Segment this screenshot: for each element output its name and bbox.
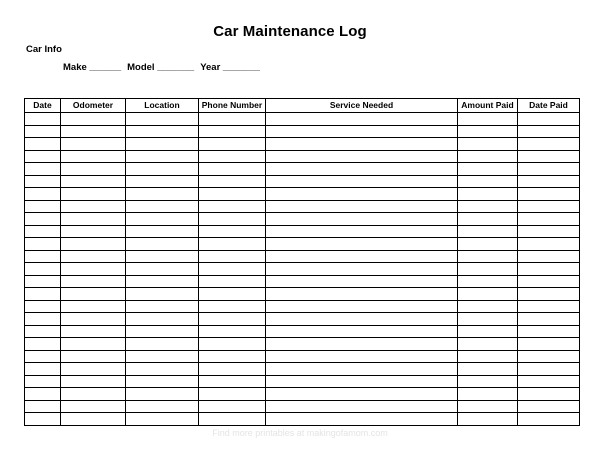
table-cell-phone-number[interactable] [199, 250, 266, 263]
table-row [25, 150, 580, 163]
table-cell-amount-paid[interactable] [458, 213, 518, 226]
table-cell-date[interactable] [25, 363, 61, 376]
table-cell-service-needed[interactable] [266, 238, 458, 251]
table-cell-date[interactable] [25, 238, 61, 251]
table-cell-amount-paid[interactable] [458, 325, 518, 338]
table-cell-amount-paid[interactable] [458, 275, 518, 288]
table-cell-phone-number[interactable] [199, 175, 266, 188]
table-cell-service-needed[interactable] [266, 363, 458, 376]
table-cell-service-needed[interactable] [266, 338, 458, 351]
table-cell-phone-number[interactable] [199, 150, 266, 163]
table-cell-date[interactable] [25, 375, 61, 388]
table-cell-service-needed[interactable] [266, 300, 458, 313]
table-cell-amount-paid[interactable] [458, 238, 518, 251]
table-cell-location[interactable] [126, 113, 199, 126]
table-cell-date[interactable] [25, 350, 61, 363]
table-cell-service-needed[interactable] [266, 313, 458, 326]
table-cell-phone-number[interactable] [199, 325, 266, 338]
table-cell-date-paid[interactable] [518, 163, 580, 176]
table-cell-odometer[interactable] [61, 175, 126, 188]
table-cell-odometer[interactable] [61, 313, 126, 326]
car-info-heading: Car Info [26, 44, 62, 55]
table-cell-phone-number[interactable] [199, 275, 266, 288]
table-cell-date[interactable] [25, 300, 61, 313]
table-row [25, 413, 580, 426]
table-cell-odometer[interactable] [61, 413, 126, 426]
table-cell-date-paid[interactable] [518, 263, 580, 276]
table-cell-location[interactable] [126, 138, 199, 151]
column-header-amount-paid: Amount Paid [458, 99, 518, 113]
table-cell-service-needed[interactable] [266, 188, 458, 201]
table-cell-phone-number[interactable] [199, 313, 266, 326]
table-cell-location[interactable] [126, 263, 199, 276]
table-cell-phone-number[interactable] [199, 400, 266, 413]
table-cell-odometer[interactable] [61, 213, 126, 226]
table-cell-date[interactable] [25, 225, 61, 238]
table-cell-date[interactable] [25, 175, 61, 188]
table-cell-odometer[interactable] [61, 288, 126, 301]
model-field: Model _______ [127, 62, 195, 73]
table-cell-date[interactable] [25, 275, 61, 288]
table-cell-service-needed[interactable] [266, 225, 458, 238]
table-cell-odometer[interactable] [61, 163, 126, 176]
table-cell-amount-paid[interactable] [458, 175, 518, 188]
table-cell-date-paid[interactable] [518, 188, 580, 201]
column-header-location: Location [126, 99, 199, 113]
table-row [25, 400, 580, 413]
table-cell-location[interactable] [126, 213, 199, 226]
table-cell-amount-paid[interactable] [458, 388, 518, 401]
column-header-service-needed: Service Needed [266, 99, 458, 113]
table-cell-date-paid[interactable] [518, 313, 580, 326]
table-cell-date-paid[interactable] [518, 413, 580, 426]
table-cell-date-paid[interactable] [518, 300, 580, 313]
table-cell-phone-number[interactable] [199, 225, 266, 238]
table-cell-phone-number[interactable] [199, 163, 266, 176]
table-cell-date-paid[interactable] [518, 150, 580, 163]
table-cell-date-paid[interactable] [518, 200, 580, 213]
table-cell-date[interactable] [25, 125, 61, 138]
table-cell-phone-number[interactable] [199, 300, 266, 313]
table-cell-service-needed[interactable] [266, 413, 458, 426]
table-cell-odometer[interactable] [61, 200, 126, 213]
table-cell-location[interactable] [126, 275, 199, 288]
table-cell-date[interactable] [25, 263, 61, 276]
table-cell-phone-number[interactable] [199, 388, 266, 401]
column-header-date-paid: Date Paid [518, 99, 580, 113]
table-cell-service-needed[interactable] [266, 213, 458, 226]
table-cell-location[interactable] [126, 163, 199, 176]
table-cell-date-paid[interactable] [518, 238, 580, 251]
table-cell-odometer[interactable] [61, 325, 126, 338]
table-cell-phone-number[interactable] [199, 338, 266, 351]
table-cell-service-needed[interactable] [266, 325, 458, 338]
table-cell-date[interactable] [25, 188, 61, 201]
table-cell-amount-paid[interactable] [458, 163, 518, 176]
table-cell-service-needed[interactable] [266, 138, 458, 151]
page-title: Car Maintenance Log [213, 23, 367, 40]
table-cell-odometer[interactable] [61, 250, 126, 263]
table-cell-location[interactable] [126, 300, 199, 313]
table-cell-location[interactable] [126, 338, 199, 351]
table-cell-odometer[interactable] [61, 263, 126, 276]
table-cell-service-needed[interactable] [266, 263, 458, 276]
table-cell-date-paid[interactable] [518, 125, 580, 138]
table-row [25, 138, 580, 151]
table-cell-location[interactable] [126, 200, 199, 213]
table-cell-location[interactable] [126, 325, 199, 338]
table-cell-service-needed[interactable] [266, 163, 458, 176]
table-cell-service-needed[interactable] [266, 288, 458, 301]
table-cell-amount-paid[interactable] [458, 125, 518, 138]
table-cell-date[interactable] [25, 288, 61, 301]
table-cell-phone-number[interactable] [199, 238, 266, 251]
table-cell-location[interactable] [126, 375, 199, 388]
table-cell-amount-paid[interactable] [458, 313, 518, 326]
table-cell-service-needed[interactable] [266, 150, 458, 163]
table-cell-amount-paid[interactable] [458, 200, 518, 213]
table-cell-service-needed[interactable] [266, 250, 458, 263]
table-cell-odometer[interactable] [61, 300, 126, 313]
table-cell-date[interactable] [25, 413, 61, 426]
table-cell-phone-number[interactable] [199, 375, 266, 388]
table-cell-amount-paid[interactable] [458, 250, 518, 263]
table-cell-location[interactable] [126, 150, 199, 163]
table-cell-phone-number[interactable] [199, 188, 266, 201]
table-cell-phone-number[interactable] [199, 263, 266, 276]
table-row [25, 350, 580, 363]
table-cell-date[interactable] [25, 200, 61, 213]
table-cell-location[interactable] [126, 313, 199, 326]
table-cell-service-needed[interactable] [266, 125, 458, 138]
table-cell-phone-number[interactable] [199, 125, 266, 138]
table-cell-service-needed[interactable] [266, 275, 458, 288]
table-cell-date[interactable] [25, 138, 61, 151]
table-row [25, 125, 580, 138]
table-cell-date-paid[interactable] [518, 138, 580, 151]
table-cell-location[interactable] [126, 238, 199, 251]
footer-watermark: Find more printables at makingofamom.com [212, 428, 388, 438]
table-cell-date-paid[interactable] [518, 350, 580, 363]
table-row [25, 263, 580, 276]
table-cell-location[interactable] [126, 363, 199, 376]
table-cell-date[interactable] [25, 388, 61, 401]
table-cell-date-paid[interactable] [518, 275, 580, 288]
table-cell-amount-paid[interactable] [458, 363, 518, 376]
table-cell-date[interactable] [25, 150, 61, 163]
table-cell-location[interactable] [126, 125, 199, 138]
make-field: Make ______ [63, 62, 122, 73]
table-row [25, 375, 580, 388]
table-cell-amount-paid[interactable] [458, 225, 518, 238]
table-cell-location[interactable] [126, 400, 199, 413]
table-row [25, 163, 580, 176]
table-cell-date-paid[interactable] [518, 375, 580, 388]
table-row [25, 300, 580, 313]
table-cell-date[interactable] [25, 163, 61, 176]
table-cell-date[interactable] [25, 325, 61, 338]
table-cell-phone-number[interactable] [199, 363, 266, 376]
table-cell-service-needed[interactable] [266, 375, 458, 388]
table-cell-odometer[interactable] [61, 400, 126, 413]
table-row [25, 288, 580, 301]
table-row [25, 313, 580, 326]
year-field: Year _______ [200, 62, 260, 73]
table-cell-phone-number[interactable] [199, 200, 266, 213]
table-cell-odometer[interactable] [61, 125, 126, 138]
table-cell-service-needed[interactable] [266, 175, 458, 188]
table-cell-location[interactable] [126, 388, 199, 401]
column-header-odometer: Odometer [61, 99, 126, 113]
table-cell-date-paid[interactable] [518, 400, 580, 413]
table-cell-service-needed[interactable] [266, 113, 458, 126]
table-cell-date[interactable] [25, 213, 61, 226]
table-cell-odometer[interactable] [61, 138, 126, 151]
table-cell-date[interactable] [25, 338, 61, 351]
table-body [25, 113, 580, 426]
table-cell-location[interactable] [126, 250, 199, 263]
table-cell-amount-paid[interactable] [458, 375, 518, 388]
table-row [25, 275, 580, 288]
table-row [25, 325, 580, 338]
table-row [25, 338, 580, 351]
table-cell-odometer[interactable] [61, 375, 126, 388]
table-cell-odometer[interactable] [61, 388, 126, 401]
table-cell-odometer[interactable] [61, 338, 126, 351]
table-row [25, 175, 580, 188]
table-row [25, 225, 580, 238]
table-cell-date[interactable] [25, 400, 61, 413]
table-cell-date-paid[interactable] [518, 388, 580, 401]
table-cell-date-paid[interactable] [518, 250, 580, 263]
table-row [25, 363, 580, 376]
table-cell-odometer[interactable] [61, 113, 126, 126]
table-cell-location[interactable] [126, 350, 199, 363]
table-cell-amount-paid[interactable] [458, 113, 518, 126]
table-row [25, 250, 580, 263]
table-row [25, 388, 580, 401]
table-cell-phone-number[interactable] [199, 213, 266, 226]
table-cell-date-paid[interactable] [518, 363, 580, 376]
table-cell-location[interactable] [126, 175, 199, 188]
table-cell-date[interactable] [25, 250, 61, 263]
table-cell-service-needed[interactable] [266, 400, 458, 413]
table-cell-date-paid[interactable] [518, 113, 580, 126]
table-row [25, 188, 580, 201]
table-cell-location[interactable] [126, 413, 199, 426]
table-cell-location[interactable] [126, 188, 199, 201]
table-cell-amount-paid[interactable] [458, 138, 518, 151]
table-cell-odometer[interactable] [61, 350, 126, 363]
table-cell-amount-paid[interactable] [458, 188, 518, 201]
table-cell-amount-paid[interactable] [458, 350, 518, 363]
table-cell-phone-number[interactable] [199, 113, 266, 126]
table-cell-odometer[interactable] [61, 238, 126, 251]
table-row [25, 113, 580, 126]
table-cell-location[interactable] [126, 225, 199, 238]
table-cell-phone-number[interactable] [199, 350, 266, 363]
table-row [25, 238, 580, 251]
table-cell-location[interactable] [126, 288, 199, 301]
table-cell-phone-number[interactable] [199, 413, 266, 426]
table-cell-date-paid[interactable] [518, 175, 580, 188]
table-header-row [25, 99, 580, 113]
table-cell-odometer[interactable] [61, 188, 126, 201]
table-cell-amount-paid[interactable] [458, 300, 518, 313]
maintenance-log-table [24, 98, 580, 426]
car-info-fields [63, 62, 266, 73]
table-cell-odometer[interactable] [61, 225, 126, 238]
table-cell-amount-paid[interactable] [458, 150, 518, 163]
table-cell-date-paid[interactable] [518, 325, 580, 338]
table-row [25, 213, 580, 226]
table-cell-amount-paid[interactable] [458, 413, 518, 426]
table-cell-phone-number[interactable] [199, 138, 266, 151]
table-row [25, 200, 580, 213]
column-header-date: Date [25, 99, 61, 113]
table-cell-service-needed[interactable] [266, 200, 458, 213]
table-cell-odometer[interactable] [61, 150, 126, 163]
table-cell-date[interactable] [25, 313, 61, 326]
table-cell-amount-paid[interactable] [458, 338, 518, 351]
table-cell-odometer[interactable] [61, 275, 126, 288]
table-cell-amount-paid[interactable] [458, 288, 518, 301]
table-cell-odometer[interactable] [61, 363, 126, 376]
table-cell-date-paid[interactable] [518, 288, 580, 301]
table-cell-service-needed[interactable] [266, 388, 458, 401]
table-cell-date-paid[interactable] [518, 225, 580, 238]
table-cell-amount-paid[interactable] [458, 400, 518, 413]
table-cell-phone-number[interactable] [199, 288, 266, 301]
table-cell-date-paid[interactable] [518, 338, 580, 351]
table-cell-amount-paid[interactable] [458, 263, 518, 276]
table-cell-date-paid[interactable] [518, 213, 580, 226]
table-cell-date[interactable] [25, 113, 61, 126]
column-header-phone-number: Phone Number [199, 99, 266, 113]
table-cell-service-needed[interactable] [266, 350, 458, 363]
